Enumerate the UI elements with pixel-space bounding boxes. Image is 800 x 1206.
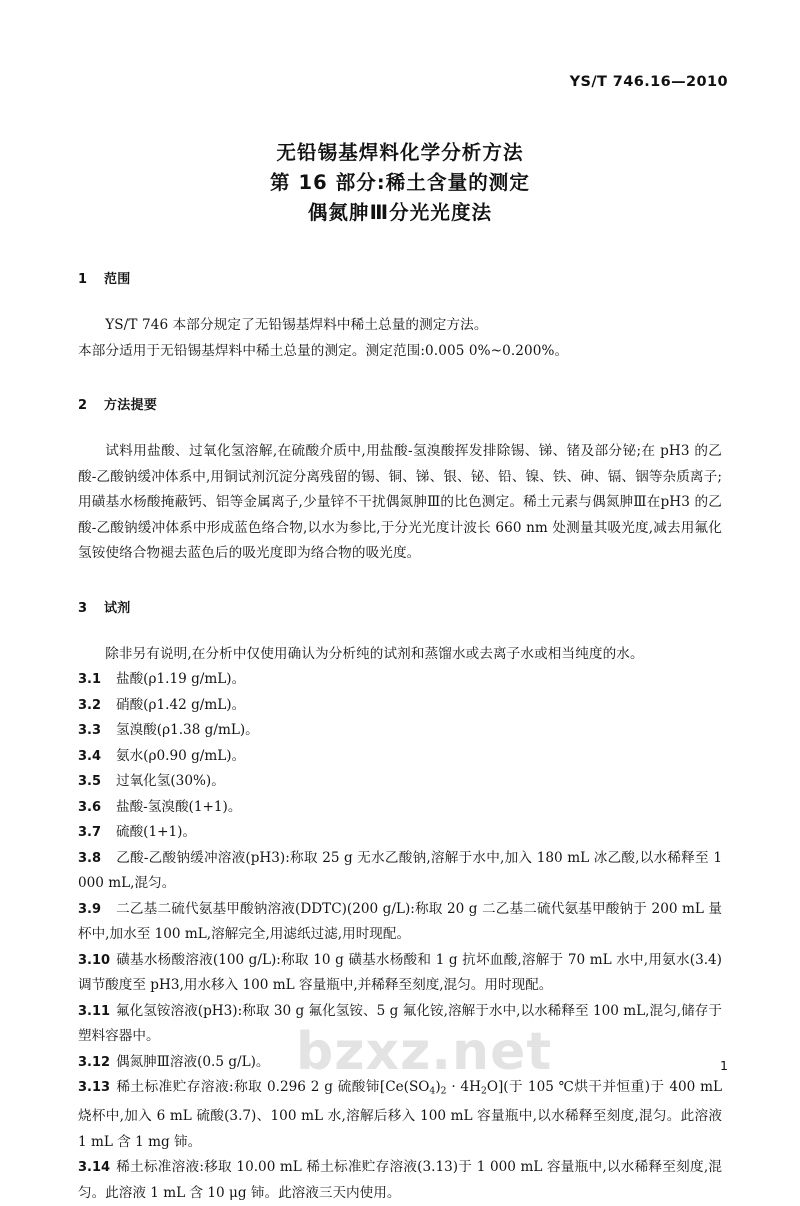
list-item [78,948,722,999]
running-header-standard-code: YS/T 746.16—2010 [569,74,728,90]
reagent-text: 稀土标准贮存溶液:称取 0.296 2 g 硫酸铈$[Ce(SO_4)_2 \cdot 4H_2O]$(于 105 ℃烘干并恒重)于 400 mL 烧杯中,加入 6 mL 硫酸(3.7)、100 mL 水,溶解后移入 100 mL 容量瓶中,以水稀释至刻度,混匀。此溶液 1 mL 含 1 mg 铈。 [78,1079,723,1150]
reagent-index: 3.13 [78,1080,111,1095]
reagent-index: 3.2 [78,697,102,713]
list-item [78,999,722,1050]
section-2-paragraph-1: 试料用盐酸、过氧化氢溶解,在硫酸介质中,用盐酸-氢溴酸挥发排除锡、锑、锗及部分铋;在 pH3 的乙酸-乙酸钠缓冲体系中,用铜试剂沉淀分离残留的锡、铜、锑、银、铋、铅、镍、铁、砷、镉、铟等杂质离子;用磺基水杨酸掩蔽钙、铝等金属离子,少量锌不干扰偶氮胂Ⅲ的比色测定。稀土元素与偶氮胂Ⅲ在pH3 的乙酸-乙酸钠缓冲体系中形成蓝色络合物,以水为参比,于分光光度计波长 660 nm 处测量其吸光度,减去用氟化氢铵使络合物褪去蓝色后的吸光度即为络合物的吸光度。 [78,443,722,561]
section-number-3: 3 [78,600,88,616]
reagent-text: 硝酸(ρ1.42 g/mL)。 [116,696,246,713]
reagent-text: 稀土标准溶液:移取 10.00 mL 稀土标准贮存溶液(3.13)于 1 000 mL 容量瓶中,以水稀释至刻度,混匀。此溶液 1 mL 含 10 μg 铈。此溶液三天内使用。 [78,1159,722,1201]
reagent-text: 偶氮胂Ⅲ溶液(0.5 g/L)。 [116,1053,270,1070]
reagent-index: 3.14 [78,1160,111,1176]
reagent-text: 氢溴酸(ρ1.38 g/mL)。 [116,722,259,738]
list-item [78,1075,722,1155]
reagent-index: 3.7 [78,825,102,840]
reagent-list [78,667,722,1206]
page-watermark: bzxz.net [296,1022,553,1082]
section-heading-scope [78,268,722,287]
list-item [78,718,722,744]
document-body [78,268,722,1206]
section-title-3: 试剂 [104,600,131,616]
list-item [78,820,722,846]
section-1-paragraph-2: 本部分适用于无铅锡基焊料中稀土总量的测定。测定范围:0.005 0%~0.200%。 [78,342,569,359]
reagent-index: 3.10 [78,952,111,968]
reagent-text: 硫酸(1+1)。 [116,824,197,840]
page-number: 1 [720,1058,728,1073]
reagent-text: 磺基水杨酸溶液(100 g/L):称取 10 g 磺基水杨酸和 1 g 抗坏血酸,溶解于 70 mL 水中,用氨水(3.4)调节酸度至 pH3,用水移入 100 mL 容量瓶中,并稀释至刻度,混匀。用时现配。 [78,951,722,993]
reagent-text: 乙酸-乙酸钠缓冲溶液(pH3):称取 25 g 无水乙酸钠,溶解于水中,加入 180 mL 冰乙酸,以水稀释至 1 000 mL,混匀。 [78,849,722,891]
reagent-index: 3.4 [78,748,102,764]
reagent-text: 氟化氢铵溶液(pH3):称取 30 g 氟化氢铵、5 g 氟化铵,溶解于水中,以水稀释至 100 mL,混匀,储存于塑料容器中。 [78,1002,722,1044]
reagent-index: 3.9 [78,901,102,917]
list-item [78,667,722,693]
list-item [78,846,722,897]
section-3-paragraph-1: 除非另有说明,在分析中仅使用确认为分析纯的试剂和蒸馏水或去离子水或相当纯度的水。 [105,645,644,662]
list-item [78,693,722,719]
reagent-index: 3.11 [78,1003,111,1019]
list-item [78,897,722,948]
list-item [78,1050,722,1076]
reagent-index: 3.1 [78,672,102,687]
reagent-text: 氨水(ρ0.90 g/mL)。 [116,747,246,764]
section-number-1: 1 [78,272,88,287]
section-title-1: 范围 [104,272,131,287]
document-title-block [0,138,800,228]
reagent-index: 3.6 [78,799,102,815]
section-title-2: 方法提要 [104,398,158,413]
reagent-text: 二乙基二硫代氨基甲酸钠溶液(DDTC)(200 g/L):称取 20 g 二乙基二硫代氨基甲酸钠于 200 mL 量杯中,加水至 100 mL,溶解完全,用滤纸过滤,用时现配。 [78,900,722,942]
list-item [78,744,722,770]
list-item [78,769,722,795]
reagent-text: 过氧化氢(30%)。 [116,773,225,789]
reagent-text: 盐酸(ρ1.19 g/mL)。 [116,671,246,687]
section-number-2: 2 [78,398,88,413]
reagent-text: 盐酸-氢溴酸(1+1)。 [116,798,242,815]
title-line-3: 偶氮胂Ⅲ分光光度法 [307,201,493,224]
section-heading-principle [78,394,722,413]
section-1-paragraph-1: YS/T 746 本部分规定了无铅锡基焊料中稀土总量的测定方法。 [105,317,488,333]
reagent-index: 3.12 [78,1054,111,1070]
reagent-index: 3.5 [78,774,102,789]
reagent-index: 3.8 [78,850,102,866]
list-item [78,795,722,821]
title-line-1: 无铅锡基焊料化学分析方法 [276,141,524,164]
section-heading-reagents [78,597,722,616]
title-line-2: 第 16 部分:稀土含量的测定 [269,171,530,194]
reagent-index: 3.3 [78,723,102,738]
list-item [78,1155,722,1206]
